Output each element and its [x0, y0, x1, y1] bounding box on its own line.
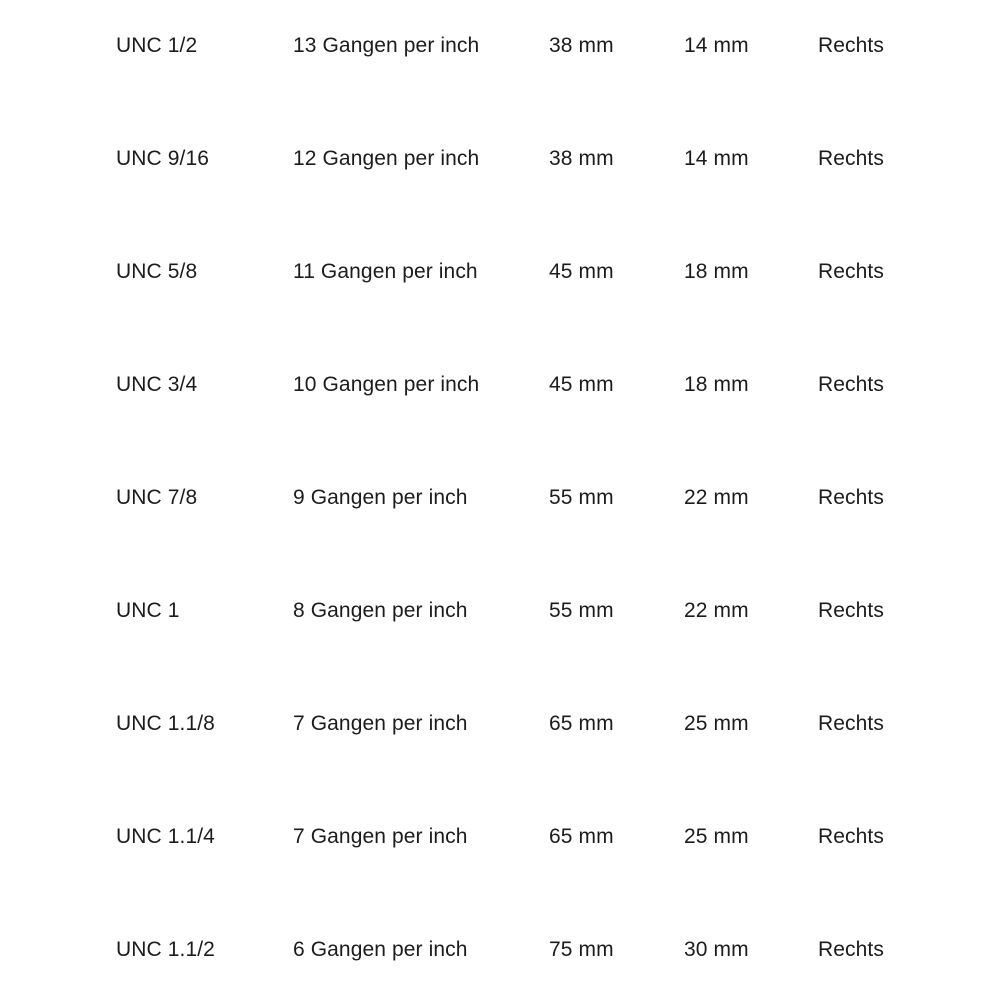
thread-direction-cell: Rechts	[818, 486, 884, 509]
thread-direction-cell: Rechts	[818, 373, 884, 396]
thread-pitch-cell: 7 Gangen per inch	[293, 712, 468, 735]
diameter-cell: 18 mm	[684, 260, 749, 283]
thread-pitch-cell: 13 Gangen per inch	[293, 34, 480, 57]
thread-pitch-cell: 9 Gangen per inch	[293, 486, 468, 509]
thread-size-cell: UNC 5/8	[116, 260, 198, 283]
length-cell: 45 mm	[549, 373, 614, 396]
thread-size-cell: UNC 7/8	[116, 486, 198, 509]
thread-pitch-cell: 8 Gangen per inch	[293, 599, 468, 622]
table-row	[0, 144, 1000, 174]
thread-pitch-cell: 12 Gangen per inch	[293, 147, 480, 170]
length-cell: 38 mm	[549, 34, 614, 57]
thread-pitch-cell: 10 Gangen per inch	[293, 373, 480, 396]
thread-pitch-cell: 7 Gangen per inch	[293, 825, 468, 848]
thread-direction-cell: Rechts	[818, 34, 884, 57]
thread-direction-cell: Rechts	[818, 599, 884, 622]
thread-size-cell: UNC 1	[116, 599, 180, 622]
thread-pitch-cell: 6 Gangen per inch	[293, 938, 468, 961]
thread-direction-cell: Rechts	[818, 260, 884, 283]
diameter-cell: 25 mm	[684, 712, 749, 735]
thread-size-cell: UNC 1/2	[116, 34, 198, 57]
diameter-cell: 18 mm	[684, 373, 749, 396]
thread-size-cell: UNC 1.1/8	[116, 712, 215, 735]
thread-size-cell: UNC 1.1/2	[116, 938, 215, 961]
diameter-cell: 14 mm	[684, 34, 749, 57]
length-cell: 75 mm	[549, 938, 614, 961]
diameter-cell: 22 mm	[684, 599, 749, 622]
diameter-cell: 25 mm	[684, 825, 749, 848]
thread-size-cell: UNC 3/4	[116, 373, 198, 396]
table-row	[0, 31, 1000, 61]
thread-direction-cell: Rechts	[818, 825, 884, 848]
table-row	[0, 483, 1000, 513]
table-row	[0, 596, 1000, 626]
length-cell: 55 mm	[549, 599, 614, 622]
thread-size-cell: UNC 1.1/4	[116, 825, 215, 848]
diameter-cell: 14 mm	[684, 147, 749, 170]
length-cell: 65 mm	[549, 712, 614, 735]
diameter-cell: 30 mm	[684, 938, 749, 961]
length-cell: 45 mm	[549, 260, 614, 283]
thread-direction-cell: Rechts	[818, 712, 884, 735]
table-row	[0, 370, 1000, 400]
table-row	[0, 822, 1000, 852]
thread-direction-cell: Rechts	[818, 938, 884, 961]
length-cell: 55 mm	[549, 486, 614, 509]
length-cell: 65 mm	[549, 825, 614, 848]
table-row	[0, 935, 1000, 965]
length-cell: 38 mm	[549, 147, 614, 170]
thread-size-cell: UNC 9/16	[116, 147, 210, 170]
thread-direction-cell: Rechts	[818, 147, 884, 170]
diameter-cell: 22 mm	[684, 486, 749, 509]
table-row	[0, 709, 1000, 739]
table-row	[0, 257, 1000, 287]
thread-pitch-cell: 11 Gangen per inch	[293, 260, 478, 283]
